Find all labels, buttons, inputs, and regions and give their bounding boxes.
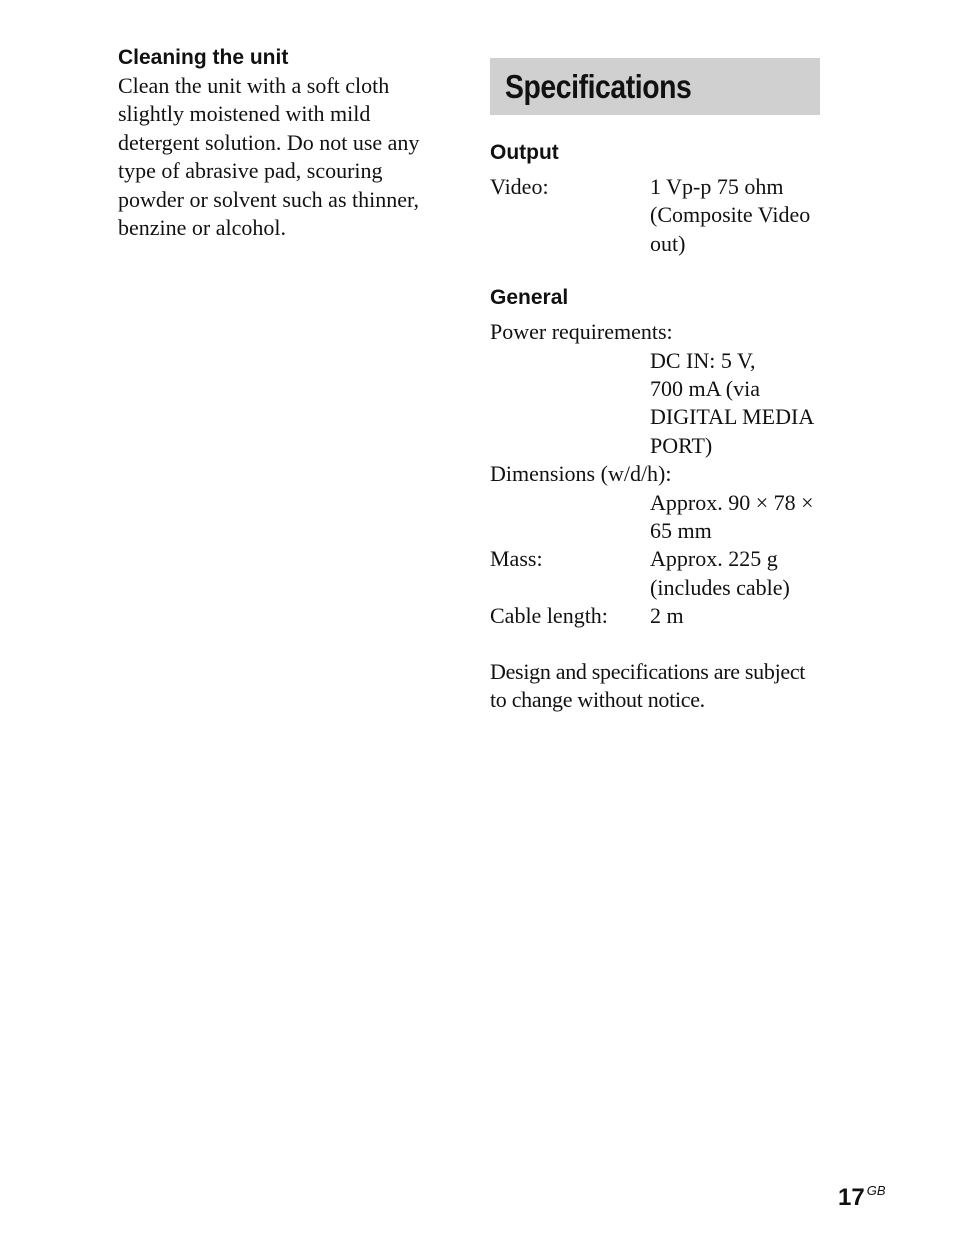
cleaning-line: slightly moistened with mild xyxy=(118,101,371,127)
power-value-line: 700 mA (via xyxy=(650,376,760,402)
dimensions-label: Dimensions (w/d/h): xyxy=(490,461,672,487)
spec-row-cable xyxy=(490,602,825,630)
specifications-section xyxy=(490,58,825,715)
video-value-line: (Composite Video xyxy=(650,202,811,228)
cleaning-line: powder or solvent such as thinner, xyxy=(118,186,419,212)
power-value xyxy=(650,347,825,461)
video-value-line: 1 Vp-p 75 ohm xyxy=(650,174,784,199)
video-label: Video: xyxy=(490,174,549,199)
mass-value-line: Approx. 225 g xyxy=(650,546,778,572)
page-number xyxy=(838,1176,886,1213)
output-heading: Output xyxy=(490,141,559,164)
spec-row-mass xyxy=(490,545,825,602)
mass-label: Mass: xyxy=(490,546,543,572)
power-label: Power requirements: xyxy=(490,319,673,345)
video-value-line: out) xyxy=(650,230,686,256)
power-value-line: DIGITAL MEDIA xyxy=(650,404,815,430)
mass-value xyxy=(650,545,825,602)
cleaning-heading: Cleaning the unit xyxy=(118,46,289,69)
cleaning-line: detergent solution. Do not use any xyxy=(118,129,420,155)
cleaning-line: Clean the unit with a soft cloth xyxy=(118,73,390,98)
spec-row-video xyxy=(490,173,825,258)
dimensions-value xyxy=(650,489,825,546)
notice-line: to change without notice. xyxy=(490,687,705,713)
power-value-line: PORT) xyxy=(650,432,713,458)
cleaning-text xyxy=(118,72,458,242)
page-number-value: 17 xyxy=(838,1184,865,1211)
mass-value-line: (includes cable) xyxy=(650,574,790,600)
power-value-line: DC IN: 5 V, xyxy=(650,347,756,373)
specifications-banner xyxy=(490,58,820,115)
cleaning-line: benzine or alcohol. xyxy=(118,215,286,241)
specifications-title: Specifications xyxy=(505,67,692,105)
dimensions-value-line: Approx. 90 × 78 × xyxy=(650,489,814,515)
page-language-suffix: GB xyxy=(866,1183,886,1198)
dimensions-value-line: 65 mm xyxy=(650,518,712,544)
cleaning-section xyxy=(118,44,458,242)
specifications-notice xyxy=(490,658,825,715)
general-heading: General xyxy=(490,286,569,310)
video-value xyxy=(650,173,825,258)
notice-line: Design and specifications are subject xyxy=(490,658,806,684)
cable-value: 2 m xyxy=(650,603,684,629)
cable-label: Cable length: xyxy=(490,603,608,629)
cleaning-line: type of abrasive pad, scouring xyxy=(118,158,383,184)
